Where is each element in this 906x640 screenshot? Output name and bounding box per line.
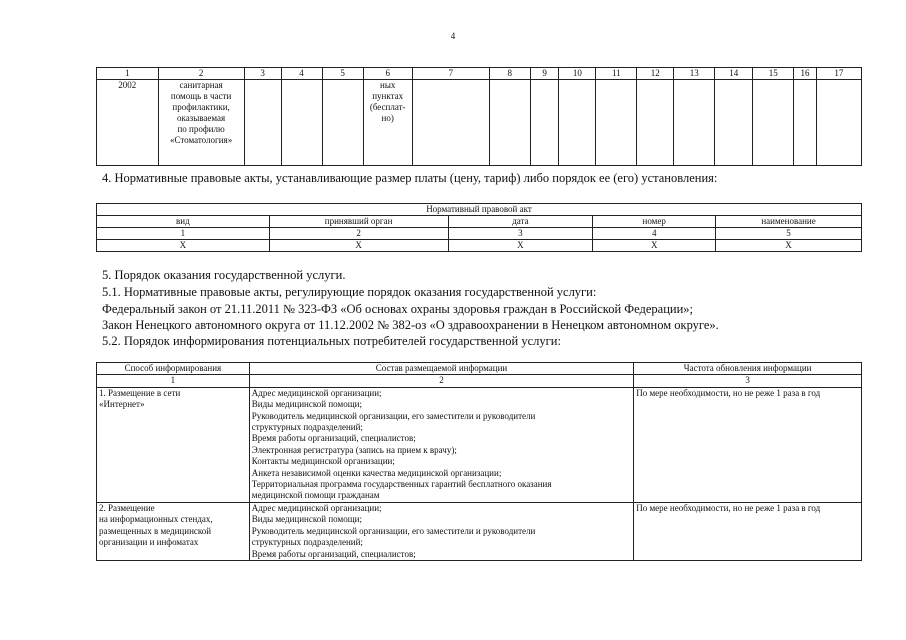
column-header: номер	[593, 216, 716, 228]
table-cell	[244, 80, 281, 166]
column-number: 8	[489, 68, 530, 80]
conditions-cell	[363, 80, 412, 166]
frequency-cell: По мере необходимости, но не реже 1 раза в год	[634, 387, 862, 502]
table-cell	[816, 80, 861, 166]
legal-acts-table	[96, 203, 862, 252]
column-number: 16	[794, 68, 817, 80]
column-number: 3	[634, 375, 862, 387]
page-number: 4	[450, 31, 456, 41]
text-line: ных	[380, 80, 396, 90]
table-row	[97, 80, 862, 166]
text-line: Руководитель медицинской организации, его заместители и руководители	[251, 410, 536, 421]
column-number: 5	[322, 68, 363, 80]
column-number: 1	[97, 375, 250, 387]
text-line: Адрес медицинской организации;	[251, 387, 382, 398]
registry-code-cell: 2002	[97, 80, 159, 166]
table-cell	[412, 80, 489, 166]
table-cell	[794, 80, 817, 166]
text-line: но)	[381, 113, 394, 123]
table-number-row	[97, 228, 862, 240]
column-header: принявший орган	[269, 216, 448, 228]
table-cell	[596, 80, 637, 166]
column-header: Состав размещаемой информации	[249, 363, 633, 375]
table-cell	[674, 80, 715, 166]
service-name-cell	[158, 80, 244, 166]
column-number: 7	[412, 68, 489, 80]
section-4-title: 4. Нормативные правовые акты, устанавливающие размер платы (цену, тариф) либо порядок ее (его) установления:	[102, 171, 718, 185]
info-cell	[249, 502, 633, 560]
table-row	[97, 387, 862, 502]
text-line: размещенных в медицинской	[99, 525, 212, 536]
column-number: 2	[269, 228, 448, 240]
group-header: Нормативный правовой акт	[97, 204, 862, 216]
text-line: пунктах	[372, 91, 404, 101]
column-header: Способ информирования	[97, 363, 250, 375]
text-line: Электронная регистратура (запись на прием к врачу);	[251, 444, 457, 455]
text-line: оказываемая	[176, 113, 226, 123]
table-cell	[281, 80, 322, 166]
column-header: наименование	[716, 216, 862, 228]
column-number: 3	[244, 68, 281, 80]
table-cell: Х	[269, 240, 448, 252]
text-line: профилактики,	[172, 102, 230, 112]
column-number: 4	[593, 228, 716, 240]
text-line: медицинской помощи гражданам	[251, 490, 380, 501]
section-5-1-title: 5.1. Нормативные правовые акты, регулирующие порядок оказания государственной услуги:	[102, 285, 597, 299]
table-cell	[637, 80, 674, 166]
column-number: 14	[715, 68, 753, 80]
text-line: Контакты медицинской организации;	[251, 456, 395, 467]
frequency-cell: По мере необходимости, но не реже 1 раза в год	[634, 502, 862, 560]
section-5-2-title: 5.2. Порядок информирования потенциальных потребителей государственной услуги:	[102, 334, 561, 348]
table-number-row	[97, 375, 862, 387]
table-cell	[559, 80, 596, 166]
column-number: 12	[637, 68, 674, 80]
text-line: 1. Размещение в сети	[99, 387, 181, 398]
column-number: 13	[674, 68, 715, 80]
column-number: 1	[97, 68, 159, 80]
text-line: Адрес медицинской организации;	[251, 502, 382, 513]
text-line: Территориальная программа государственных гарантий бесплатного оказания	[251, 479, 552, 490]
text-line: Анкета независимой оценки качества медицинской организации;	[251, 467, 502, 478]
table-cell: Х	[716, 240, 862, 252]
column-number: 2	[158, 68, 244, 80]
services-table	[96, 67, 862, 166]
text-line: Виды медицинской помощи;	[251, 399, 362, 410]
column-number: 6	[363, 68, 412, 80]
table-cell	[753, 80, 794, 166]
text-line: Руководитель медицинской организации, его заместители и руководители	[251, 525, 536, 536]
column-number: 4	[281, 68, 322, 80]
table-header-row	[97, 363, 862, 375]
column-number: 15	[753, 68, 794, 80]
federal-law-text: Федеральный закон от 21.11.2011 № 323-ФЗ «Об основах охраны здоровья граждан в Российской Федерации»;	[102, 302, 694, 316]
text-line: структурных подразделений;	[251, 422, 363, 433]
column-header: Частота обновления информации	[634, 363, 862, 375]
table-cell	[715, 80, 753, 166]
regional-law-text: Закон Ненецкого автономного округа от 11.12.2002 № 382-оз «О здравоохранении в Ненецком автономном округе».	[102, 318, 719, 332]
text-line: 2. Размещение	[99, 502, 155, 513]
text-line: структурных подразделений;	[251, 537, 363, 548]
table-cell: Х	[593, 240, 716, 252]
informing-table	[96, 362, 862, 561]
table-header-row	[97, 68, 862, 80]
text-line: Виды медицинской помощи;	[251, 514, 362, 525]
table-cell: Х	[448, 240, 593, 252]
table-cell	[322, 80, 363, 166]
table-cell: Х	[97, 240, 270, 252]
method-cell	[97, 387, 250, 502]
info-cell	[249, 387, 633, 502]
column-number: 11	[596, 68, 637, 80]
text-line: на информационных стендах,	[99, 514, 213, 525]
column-number: 5	[716, 228, 862, 240]
text-line: Время работы организаций, специалистов;	[251, 548, 416, 559]
section-5-title: 5. Порядок оказания государственной услуги.	[102, 268, 346, 282]
column-number: 10	[559, 68, 596, 80]
column-number: 1	[97, 228, 270, 240]
column-number: 2	[249, 375, 633, 387]
text-line: помощь в части	[170, 91, 232, 101]
table-cell	[530, 80, 559, 166]
table-row	[97, 502, 862, 560]
table-cell	[489, 80, 530, 166]
column-number: 17	[816, 68, 861, 80]
text-line: «Интернет»	[99, 399, 145, 410]
column-number: 3	[448, 228, 593, 240]
text-line: организации и инфоматах	[99, 537, 199, 548]
method-cell	[97, 502, 250, 560]
table-row	[97, 240, 862, 252]
text-line: Время работы организаций, специалистов;	[251, 433, 416, 444]
column-header: дата	[448, 216, 593, 228]
column-number: 9	[530, 68, 559, 80]
column-header: вид	[97, 216, 270, 228]
text-line: (бесплат-	[369, 102, 406, 112]
text-line: санитарная	[179, 80, 223, 90]
text-line: «Стоматология»	[169, 135, 233, 145]
table-header-row	[97, 216, 862, 228]
text-line: по профилю	[177, 124, 225, 134]
